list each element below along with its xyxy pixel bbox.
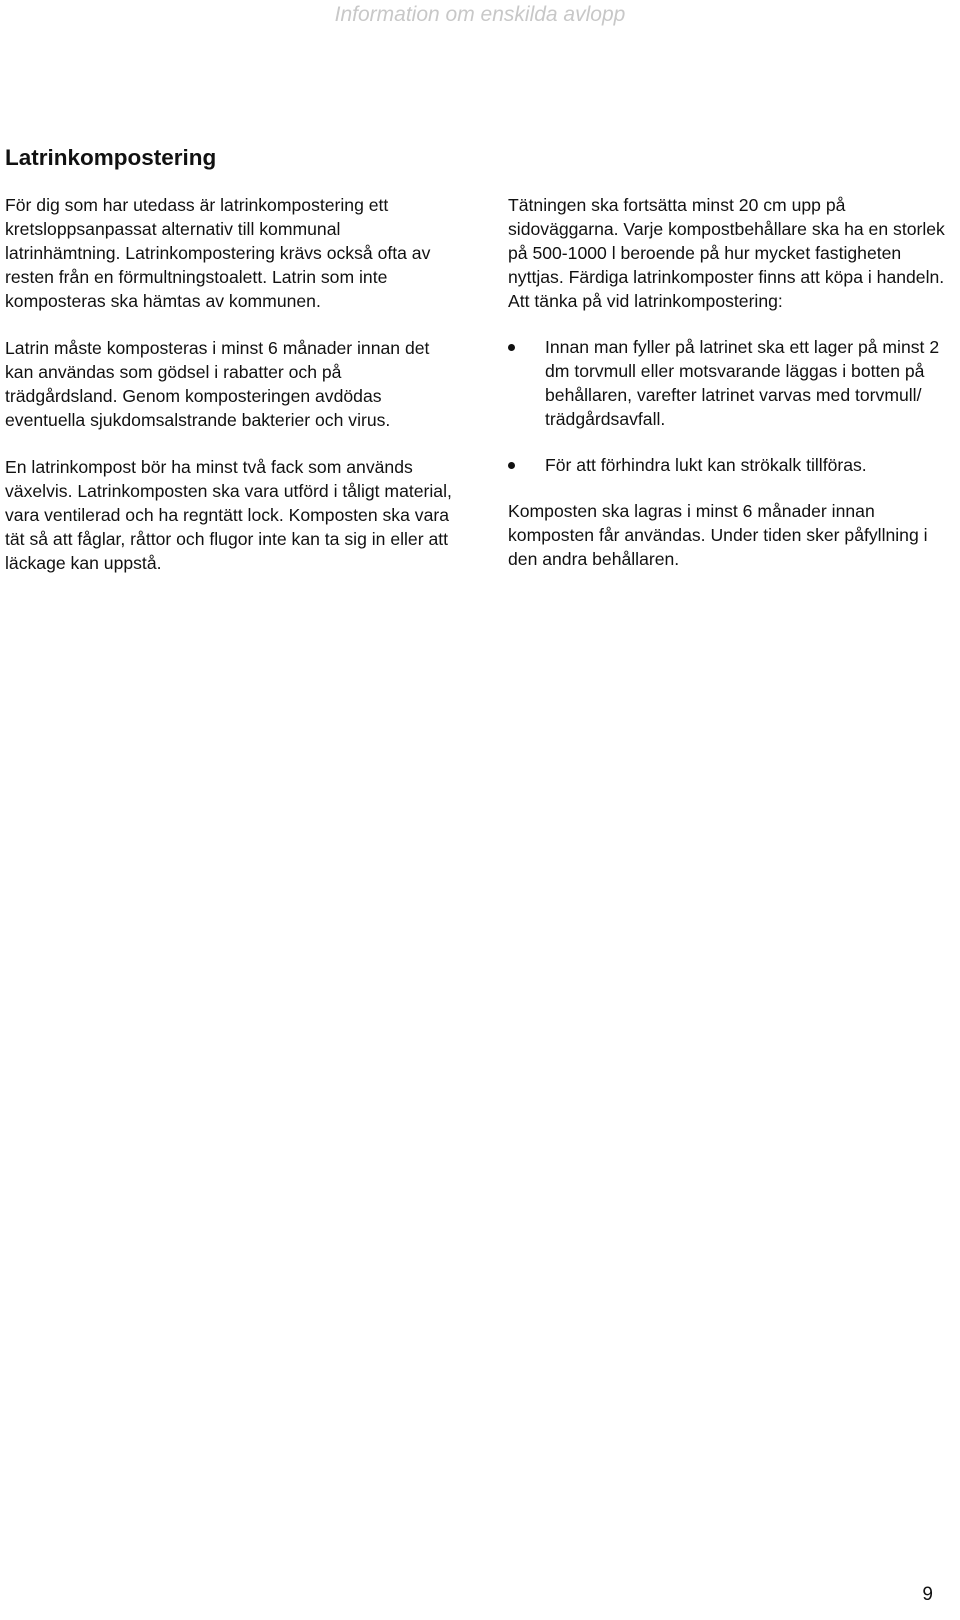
list-item-text: För att förhindra lukt kan strökalk tillföras. bbox=[545, 455, 867, 475]
list-item bbox=[508, 335, 948, 431]
page-number: 9 bbox=[922, 1584, 933, 1605]
bullet-icon bbox=[508, 462, 515, 469]
list-item bbox=[508, 453, 948, 477]
paragraph-composting-time: Latrin måste komposteras i minst 6 månader innan det kan användas som gödsel i rabatter och på trädgårdsland. Genom komposteringen avdödas eventuella sjukdomsalstrande bakterier och virus. bbox=[5, 338, 430, 430]
paragraph-compost-construction: En latrinkompost bör ha minst två fack som används växelvis. Latrinkomposten ska vara utförd i tåligt material, vara ventilerad och ha regntätt lock. Komposten ska vara tät så att fåglar, råttor och flugor inte kan ta sig in eller att läckage kan uppstå. bbox=[5, 457, 452, 573]
left-column bbox=[5, 193, 455, 598]
bullet-icon bbox=[508, 344, 515, 351]
list-item-text: Innan man fyller på latrinet ska ett lager på minst 2 dm torvmull eller motsvarande läggas i botten på behållaren, varefter latrinet varvas med torvmull/ trädgårdsavfall. bbox=[545, 337, 940, 429]
section-heading: Latrinkompostering bbox=[5, 145, 217, 170]
right-column bbox=[508, 193, 948, 571]
paragraph-storage: Komposten ska lagras i minst 6 månader innan komposten får användas. Under tiden sker påfyllning i den andra behållaren. bbox=[508, 501, 928, 569]
tips-list bbox=[508, 335, 948, 477]
paragraph-intro: För dig som har utedass är latrinkompostering ett kretsloppsanpassat alternativ till kommunal latrinhämtning. Latrinkompostering krävs också ofta av resten från en förmultningstoalett. Latrin som inte komposteras ska hämtas av kommunen. bbox=[5, 195, 431, 311]
running-header: Information om enskilda avlopp bbox=[334, 3, 626, 26]
paragraph-sealing: Tätningen ska fortsätta minst 20 cm upp på sidoväggarna. Varje kompostbehållare ska ha en storlek på 500-1000 l beroende på hur mycket fastigheten nyttjas. Färdiga latrinkomposter finns att köpa i handeln. Att tänka på vid latrinkompostering: bbox=[508, 195, 945, 311]
